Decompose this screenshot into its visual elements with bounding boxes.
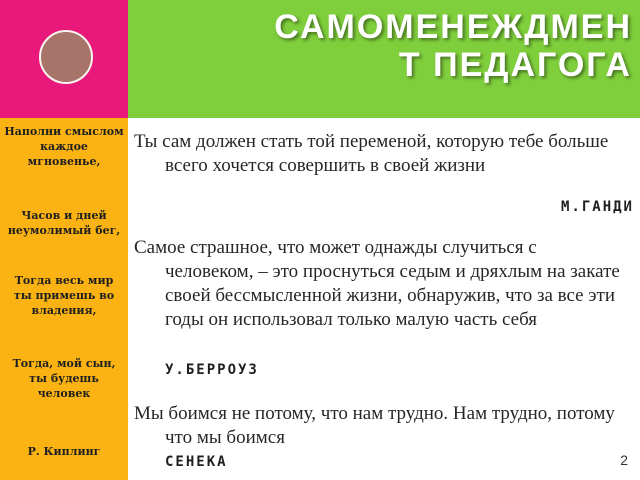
corner-block (0, 0, 128, 118)
poem-sidebar (0, 118, 128, 480)
poem-line-3: Тогда весь мир ты примешь во владения, (13, 274, 115, 317)
quotes-area (134, 118, 634, 480)
poem-line-4: Тогда, мой сын, ты будешь человек (12, 357, 116, 400)
page-number: 2 (620, 452, 628, 468)
poem-line-2: Часов и дней неумолимый бег, (7, 209, 121, 237)
quote-text-1: Ты сам должен стать той переменой, которую тебе больше всего хочется совершить в своей жизни (134, 131, 609, 176)
poem-line-1: Наполни смыслом каждое мгновенье, (4, 125, 124, 168)
quote-author-3: СЕНЕКА (165, 454, 228, 470)
decorative-circle (39, 30, 93, 84)
poem-author: Р. Киплинг (27, 445, 101, 458)
title-bar (128, 0, 640, 118)
quote-author-2: У.БЕРРОУЗ (165, 362, 259, 378)
quote-text-3: Мы боимся не потому, что нам трудно. Нам трудно, потому что мы боимся (134, 403, 615, 448)
quote-author-1: М.ГАНДИ (560, 199, 634, 215)
quote-text-2: Самое страшное, что может однажды случиться с человеком, – это проснуться седым и дряхлым на закате своей бессмысленной жизни, обнаружив, что за все эти годы он использовал только малую часть себя (134, 237, 620, 330)
slide-title: САМОМЕНЕЖДМЕНТ ПЕДАГОГА (274, 8, 632, 84)
